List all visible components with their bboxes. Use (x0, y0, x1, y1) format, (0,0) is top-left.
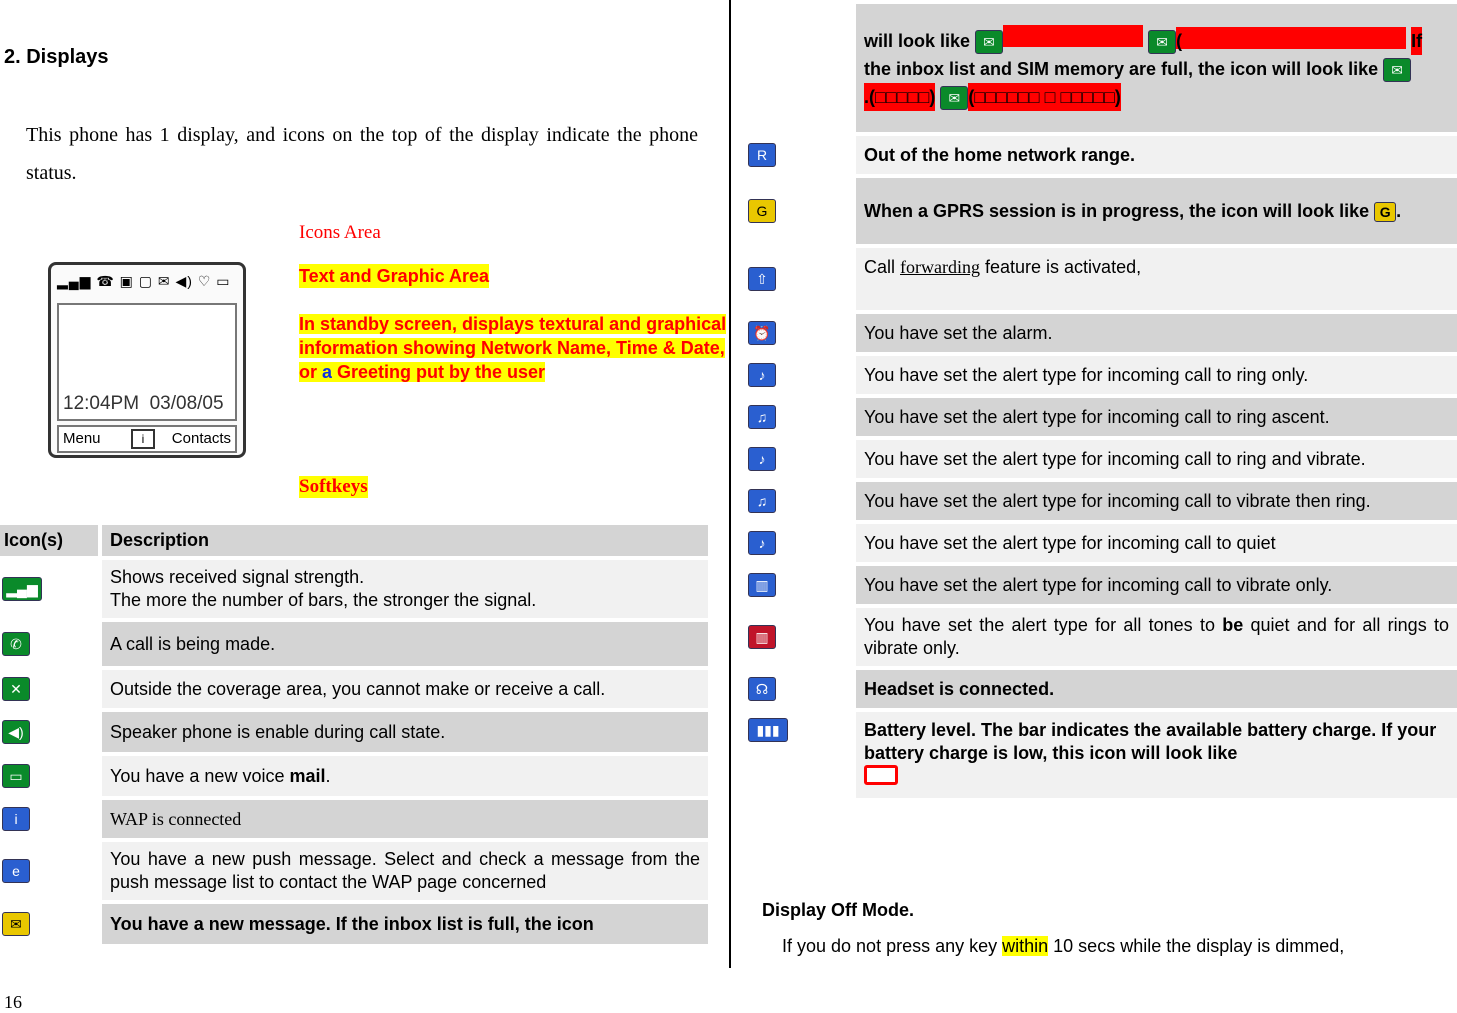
row-description: You have set the alert type for incoming call to quiet (856, 524, 1457, 562)
row-description: Outside the coverage area, you cannot make or receive a call. (102, 670, 708, 708)
vibrate-ring-icon: ♫ (748, 489, 776, 513)
screen-time: 12:04PM (63, 393, 140, 414)
status-icons-strip: ▂▄▆ ☎ ▣ ▢ ✉ ◀) ♡ ▭ (57, 273, 231, 289)
screen-date: 03/08/05 (149, 393, 224, 414)
display-off-text: If you do not press any key within 10 secs while the display is dimmed, (782, 936, 1345, 956)
sim-full-icon: ✉ (1148, 30, 1176, 54)
row-description: You have set the alarm. (856, 314, 1457, 352)
wap-key-icon: i (131, 429, 155, 449)
ring-icon: ♪ (748, 363, 776, 387)
row-description: Call forwarding feature is activated, (856, 248, 1457, 310)
alarm-icon: ⏰ (748, 321, 776, 345)
row-description: You have set the alert type for incoming call to vibrate then ring. (856, 482, 1457, 520)
table-row (0, 712, 708, 752)
section-title: 2. Displays (4, 46, 109, 68)
row-description: Headset is connected. (856, 670, 1457, 708)
row-description: You have a new voice mail. (102, 756, 708, 796)
display-off-title: Display Off Mode. (762, 900, 915, 920)
table-row (746, 566, 1457, 604)
roaming-icon: R (748, 143, 776, 167)
speaker-icon: ◀) (2, 720, 30, 744)
all-quiet-icon: ▥ (748, 625, 776, 649)
table-row (746, 482, 1457, 520)
row-description-extra: The more the number of bars, the stronger the signal. (110, 590, 537, 610)
label-standby-description: In standby screen, displays textural and graphical information showing Network Name, Time & Date, or a Greeting put by the user (299, 314, 727, 382)
column-divider (729, 0, 731, 968)
gprs-icon: G (748, 199, 776, 223)
quiet-icon: ♪ (748, 531, 776, 555)
call-icon: ✆ (2, 632, 30, 656)
row-description: You have a new push message. Select and check a message from the push message list to contact the WAP page concerned (102, 842, 708, 900)
label-icons-area: Icons Area (299, 222, 381, 243)
row-description: You have set the alert type for incoming call to ring and vibrate. (856, 440, 1457, 478)
table-row (0, 842, 708, 900)
screen-area (57, 303, 237, 421)
table-row (746, 356, 1457, 394)
wap-icon: i (2, 807, 30, 831)
table-row (746, 136, 1457, 174)
gprs-active-icon: G (1374, 202, 1396, 222)
table-row (0, 756, 708, 796)
row-description: You have set the alert type for incoming call to ring only. (856, 356, 1457, 394)
row-description: WAP is connected (102, 800, 708, 838)
table-row (746, 524, 1457, 562)
table-header-description: Description (102, 525, 708, 556)
table-row (746, 670, 1457, 708)
battery-low-icon (864, 765, 898, 785)
forward-icon: ⇧ (748, 267, 776, 291)
table-row (0, 904, 708, 944)
table-row (746, 608, 1457, 666)
table-row (0, 622, 708, 666)
vibrate-icon: ▥ (748, 573, 776, 597)
table-row (746, 178, 1457, 244)
row-description: When a GPRS session is in progress, the icon will look like G . (856, 178, 1457, 244)
table-row (746, 712, 1457, 798)
row-description: A call is being made. (102, 622, 708, 666)
inbox-sim-full-alt-icon: ✉ (940, 86, 968, 110)
row-description: You have set the alert type for all tones to be quiet and for all rings to vibrate only. (856, 608, 1457, 666)
voicemail-icon: ▭ (2, 764, 30, 788)
ring-vibrate-icon: ♪ (748, 447, 776, 471)
row-description: You have set the alert type for incoming call to vibrate only. (856, 566, 1457, 604)
message-icon: ✉ (2, 912, 30, 936)
icons-table-right (742, 0, 1457, 802)
intro-paragraph: This phone has 1 display, and icons on the top of the display indicate the phone status. (26, 124, 698, 184)
row-description: You have a new message. If the inbox list is full, the icon (102, 904, 708, 944)
table-row (0, 560, 708, 618)
battery-icon: ▮▮▮ (748, 718, 788, 742)
headset-icon: ☊ (748, 677, 776, 701)
no-service-icon: ✕ (2, 677, 30, 701)
table-row (746, 398, 1457, 436)
icons-table-left (0, 521, 712, 948)
inbox-full-icon: ✉ (975, 30, 1003, 54)
softkey-left: Menu (63, 430, 101, 447)
softkey-right: Contacts (171, 430, 231, 447)
table-row (746, 248, 1457, 310)
table-row (0, 800, 708, 838)
table-row (746, 4, 1457, 132)
inbox-sim-full-icon: ✉ (1383, 58, 1411, 82)
push-icon: e (2, 859, 30, 883)
table-row (746, 314, 1457, 352)
row-description: You have set the alert type for incoming call to ring ascent. (856, 398, 1457, 436)
row-description: Battery level. The bar indicates the available battery charge. If your battery charge is low, this icon will look like (856, 712, 1457, 798)
table-row (746, 440, 1457, 478)
signal-icon: ▂▄▆ (2, 577, 42, 601)
table-row (0, 670, 708, 708)
phone-display-illustration (48, 262, 246, 458)
message-icon-continuation: will look like ✉ ✉ ( If the inbox list and SIM memory are full, the icon will look like ✉.(□□□□□) ✉ (□□□□□□ □ □□□□□) (856, 4, 1457, 132)
row-description: Out of the home network range. (856, 136, 1457, 174)
table-header-icon: Icon(s) (0, 525, 98, 556)
label-text-graphic-area: Text and Graphic Area (299, 266, 490, 286)
label-softkeys: Softkeys (299, 476, 368, 497)
ring-ascent-icon: ♫ (748, 405, 776, 429)
page-number: 16 (4, 992, 22, 1012)
row-description: Speaker phone is enable during call state. (102, 712, 708, 752)
row-description: Shows received signal strength. (110, 567, 365, 587)
